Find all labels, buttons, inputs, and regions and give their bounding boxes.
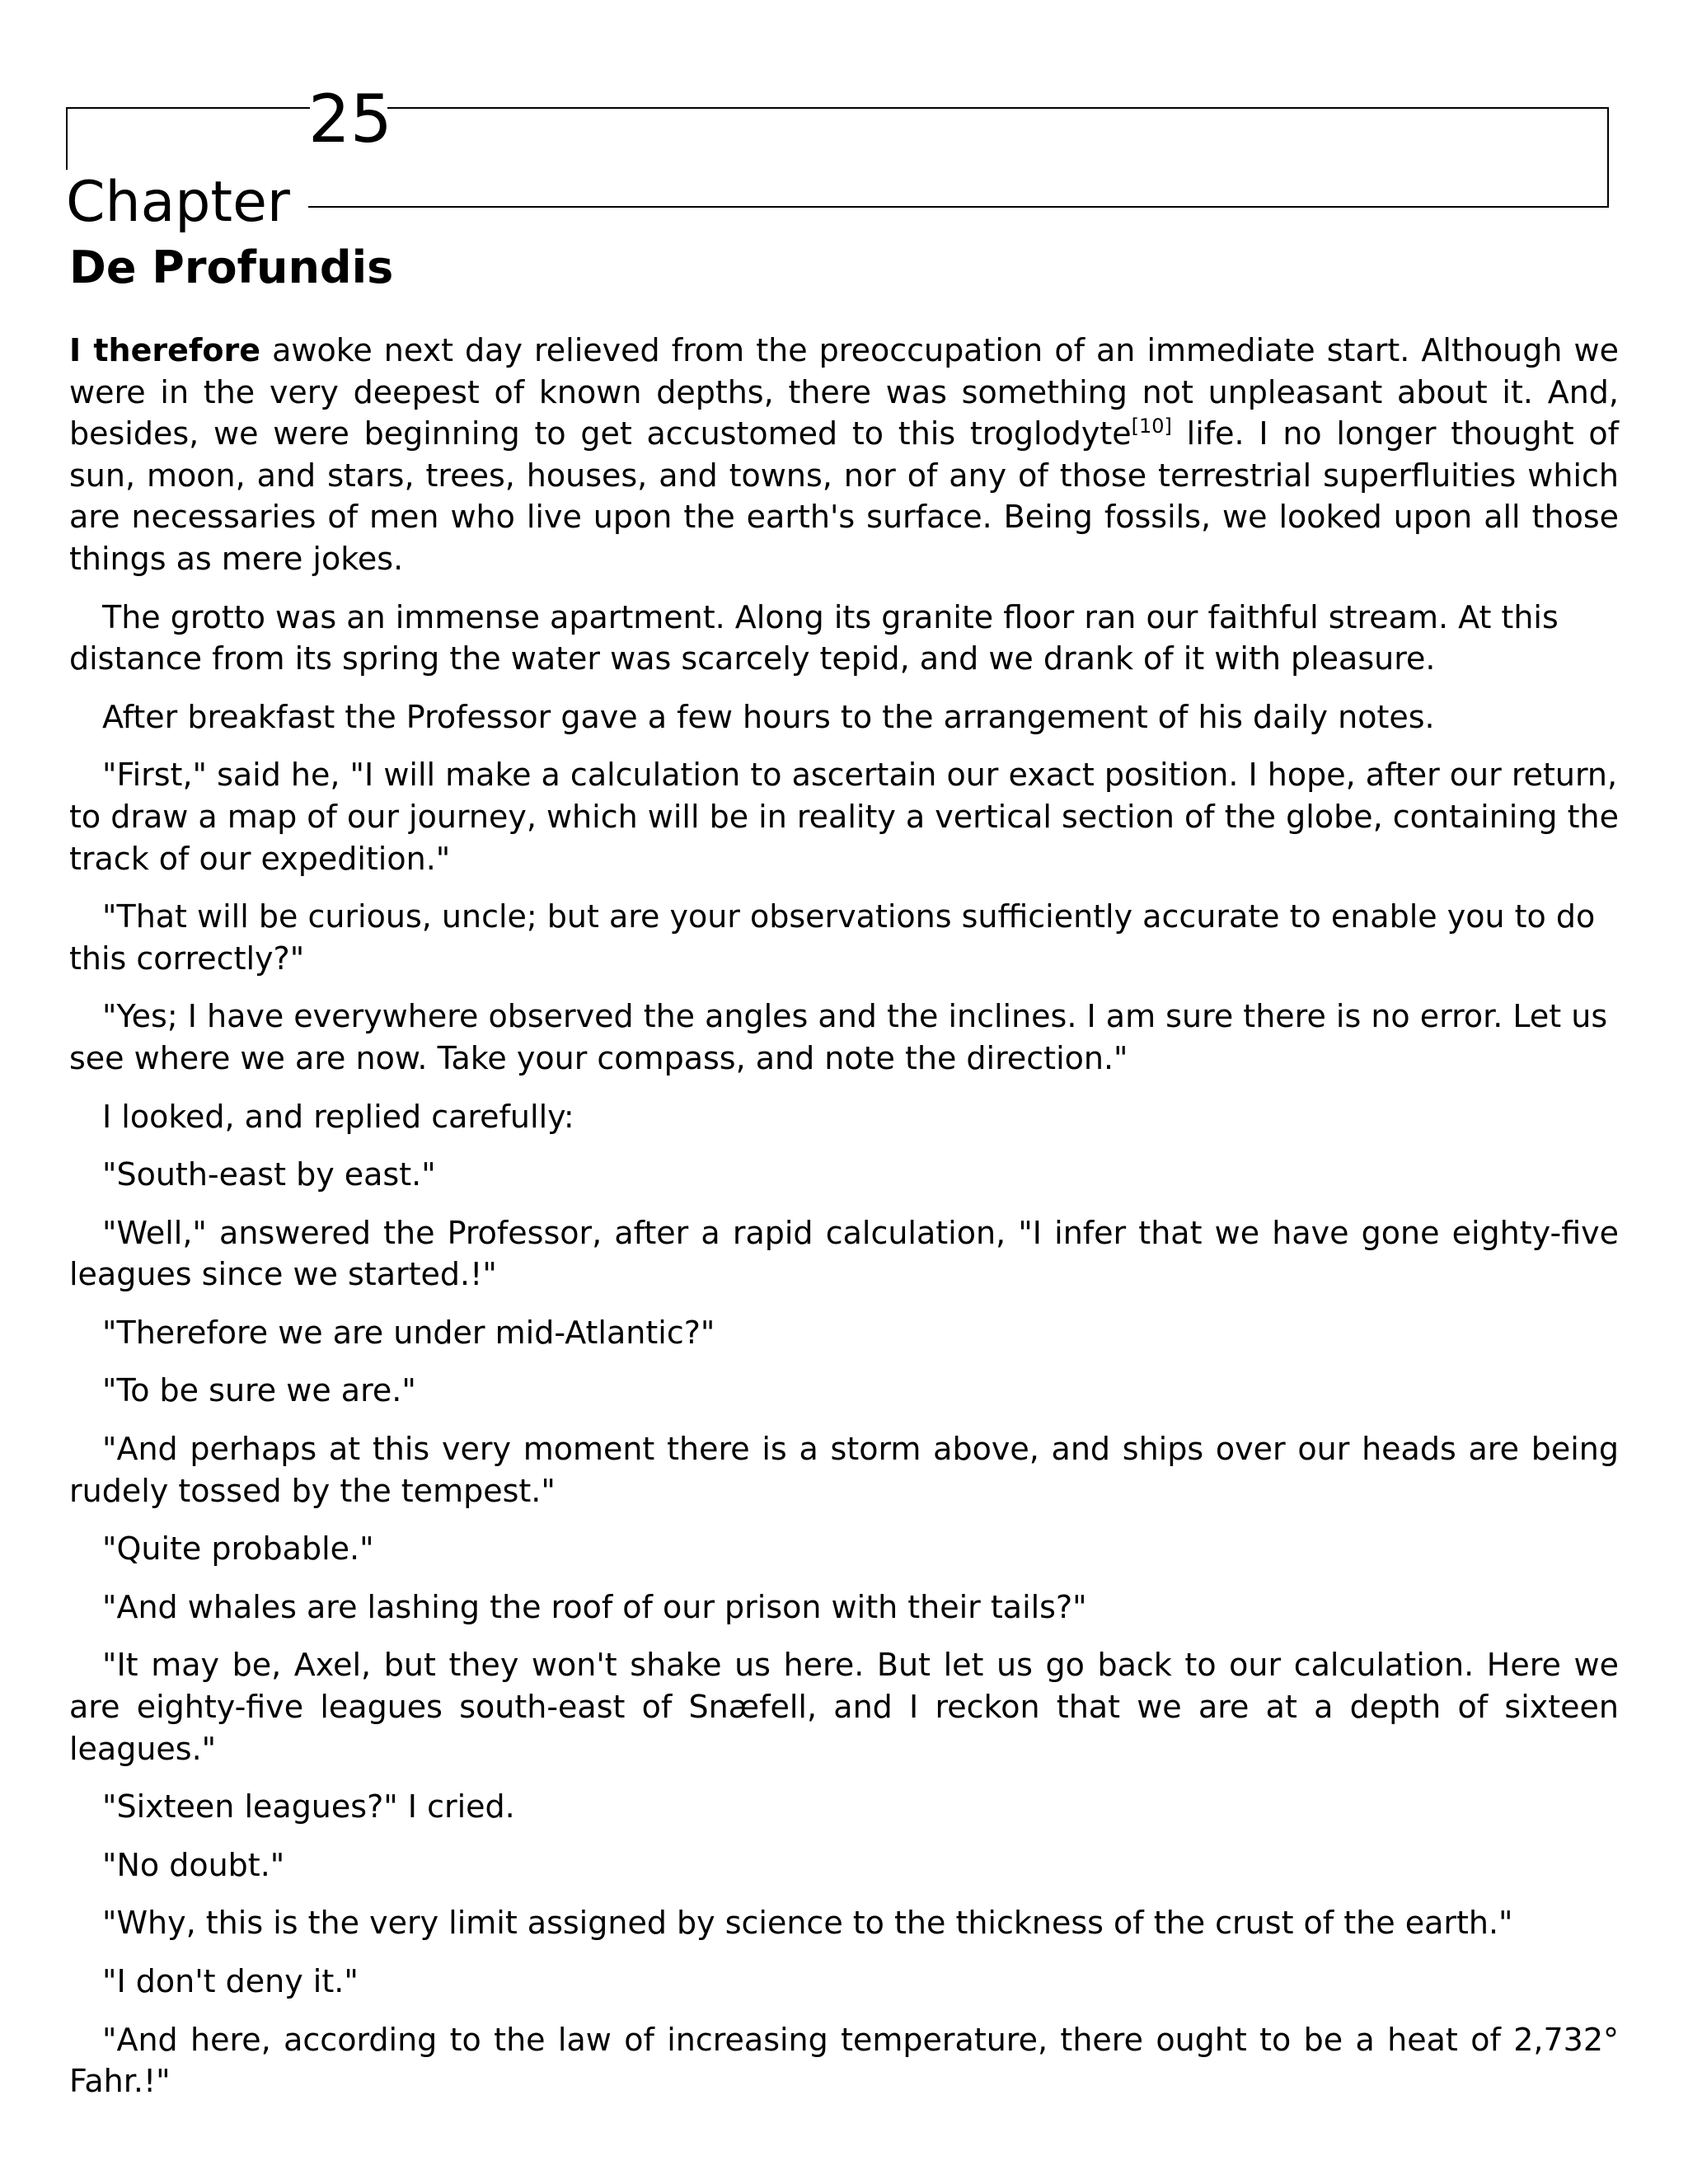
paragraph: "Why, this is the very limit assigned by science to the thickness of the crust of the earth." xyxy=(102,1905,1513,1942)
paragraph: "I don't deny it." xyxy=(102,1963,359,1999)
header-rule-bottom xyxy=(308,206,1609,208)
paragraph: "That will be curious, uncle; but are your observations sufficiently accurate to enable you to do this correctly?" xyxy=(69,898,1596,977)
header-rule-top-right xyxy=(387,107,1609,109)
paragraph: "Sixteen leagues?" I cried. xyxy=(102,1788,515,1825)
paragraph: "To be sure we are." xyxy=(102,1372,416,1409)
header-rule-left-tick xyxy=(66,107,68,170)
paragraph: "Therefore we are under mid-Atlantic?" xyxy=(102,1314,715,1351)
paragraph: "It may be, Axel, but they won't shake us here. But let us go back to our calculation. Here we are eighty-five leagues south-east of Snæfell, and I reckon that we are at a depth of sixteen leagues." xyxy=(69,1647,1619,1767)
paragraph: The grotto was an immense apartment. Along its granite floor ran our faithful stream. At this distance from its spring the water was scarcely tepid, and we drank of it with pleasure. xyxy=(69,598,1559,677)
chapter-header xyxy=(0,0,1688,235)
body-text xyxy=(69,330,1619,2119)
header-rule-top-left xyxy=(66,107,310,109)
paragraph xyxy=(69,330,1619,580)
paragraph-text: awoke next day relieved from the preoccupation of an immediate start. Although we were in the very deepest of known depths, there was something not unpleasant about it. And, besides, we were beginning to get accustomed to this troglodyte xyxy=(69,332,1619,452)
paragraph: "Quite probable." xyxy=(102,1530,374,1568)
chapter-label: Chapter xyxy=(66,170,290,235)
paragraph: "First," said he, "I will make a calculation to ascertain our exact position. I hope, after our return, to draw a map of our journey, which will be in reality a vertical section of the globe, containing the track of our expedition." xyxy=(69,757,1619,877)
paragraph-lead: I therefore xyxy=(69,332,261,368)
paragraph: I looked, and replied carefully: xyxy=(102,1098,574,1135)
footnote-link[interactable]: [10] xyxy=(1131,415,1172,438)
paragraph: "South-east by east." xyxy=(102,1156,436,1193)
paragraph: "And whales are lashing the roof of our prison with their tails?" xyxy=(102,1588,1087,1625)
paragraph: "And here, according to the law of increasing temperature, there ought to be a heat of 2,732° Fahr.!" xyxy=(69,2021,1619,2100)
chapter-number: 25 xyxy=(308,81,392,157)
header-rule-right-vertical xyxy=(1607,107,1609,208)
paragraph: "And perhaps at this very moment there is a storm above, and ships over our heads are being rudely tossed by the tempest." xyxy=(69,1431,1619,1509)
paragraph: "Yes; I have everywhere observed the angles and the inclines. I am sure there is no error. Let us see where we are now. Take your compass, and note the direction." xyxy=(69,998,1608,1076)
chapter-title: De Profundis xyxy=(69,241,394,293)
paragraph: After breakfast the Professor gave a few hours to the arrangement of his daily notes. xyxy=(102,698,1435,735)
paragraph-text-cont: life. I no longer thought of sun, moon, and stars, trees, houses, and towns, nor of any of those terrestrial superfluities which are necessaries of men who live upon the earth's surface. Being fossils, we looked upon all those things as mere jokes. xyxy=(69,415,1619,577)
paragraph: "Well," answered the Professor, after a rapid calculation, "I infer that we have gone eighty-five leagues since we started.!" xyxy=(69,1214,1619,1293)
paragraph: "No doubt." xyxy=(102,1846,285,1883)
